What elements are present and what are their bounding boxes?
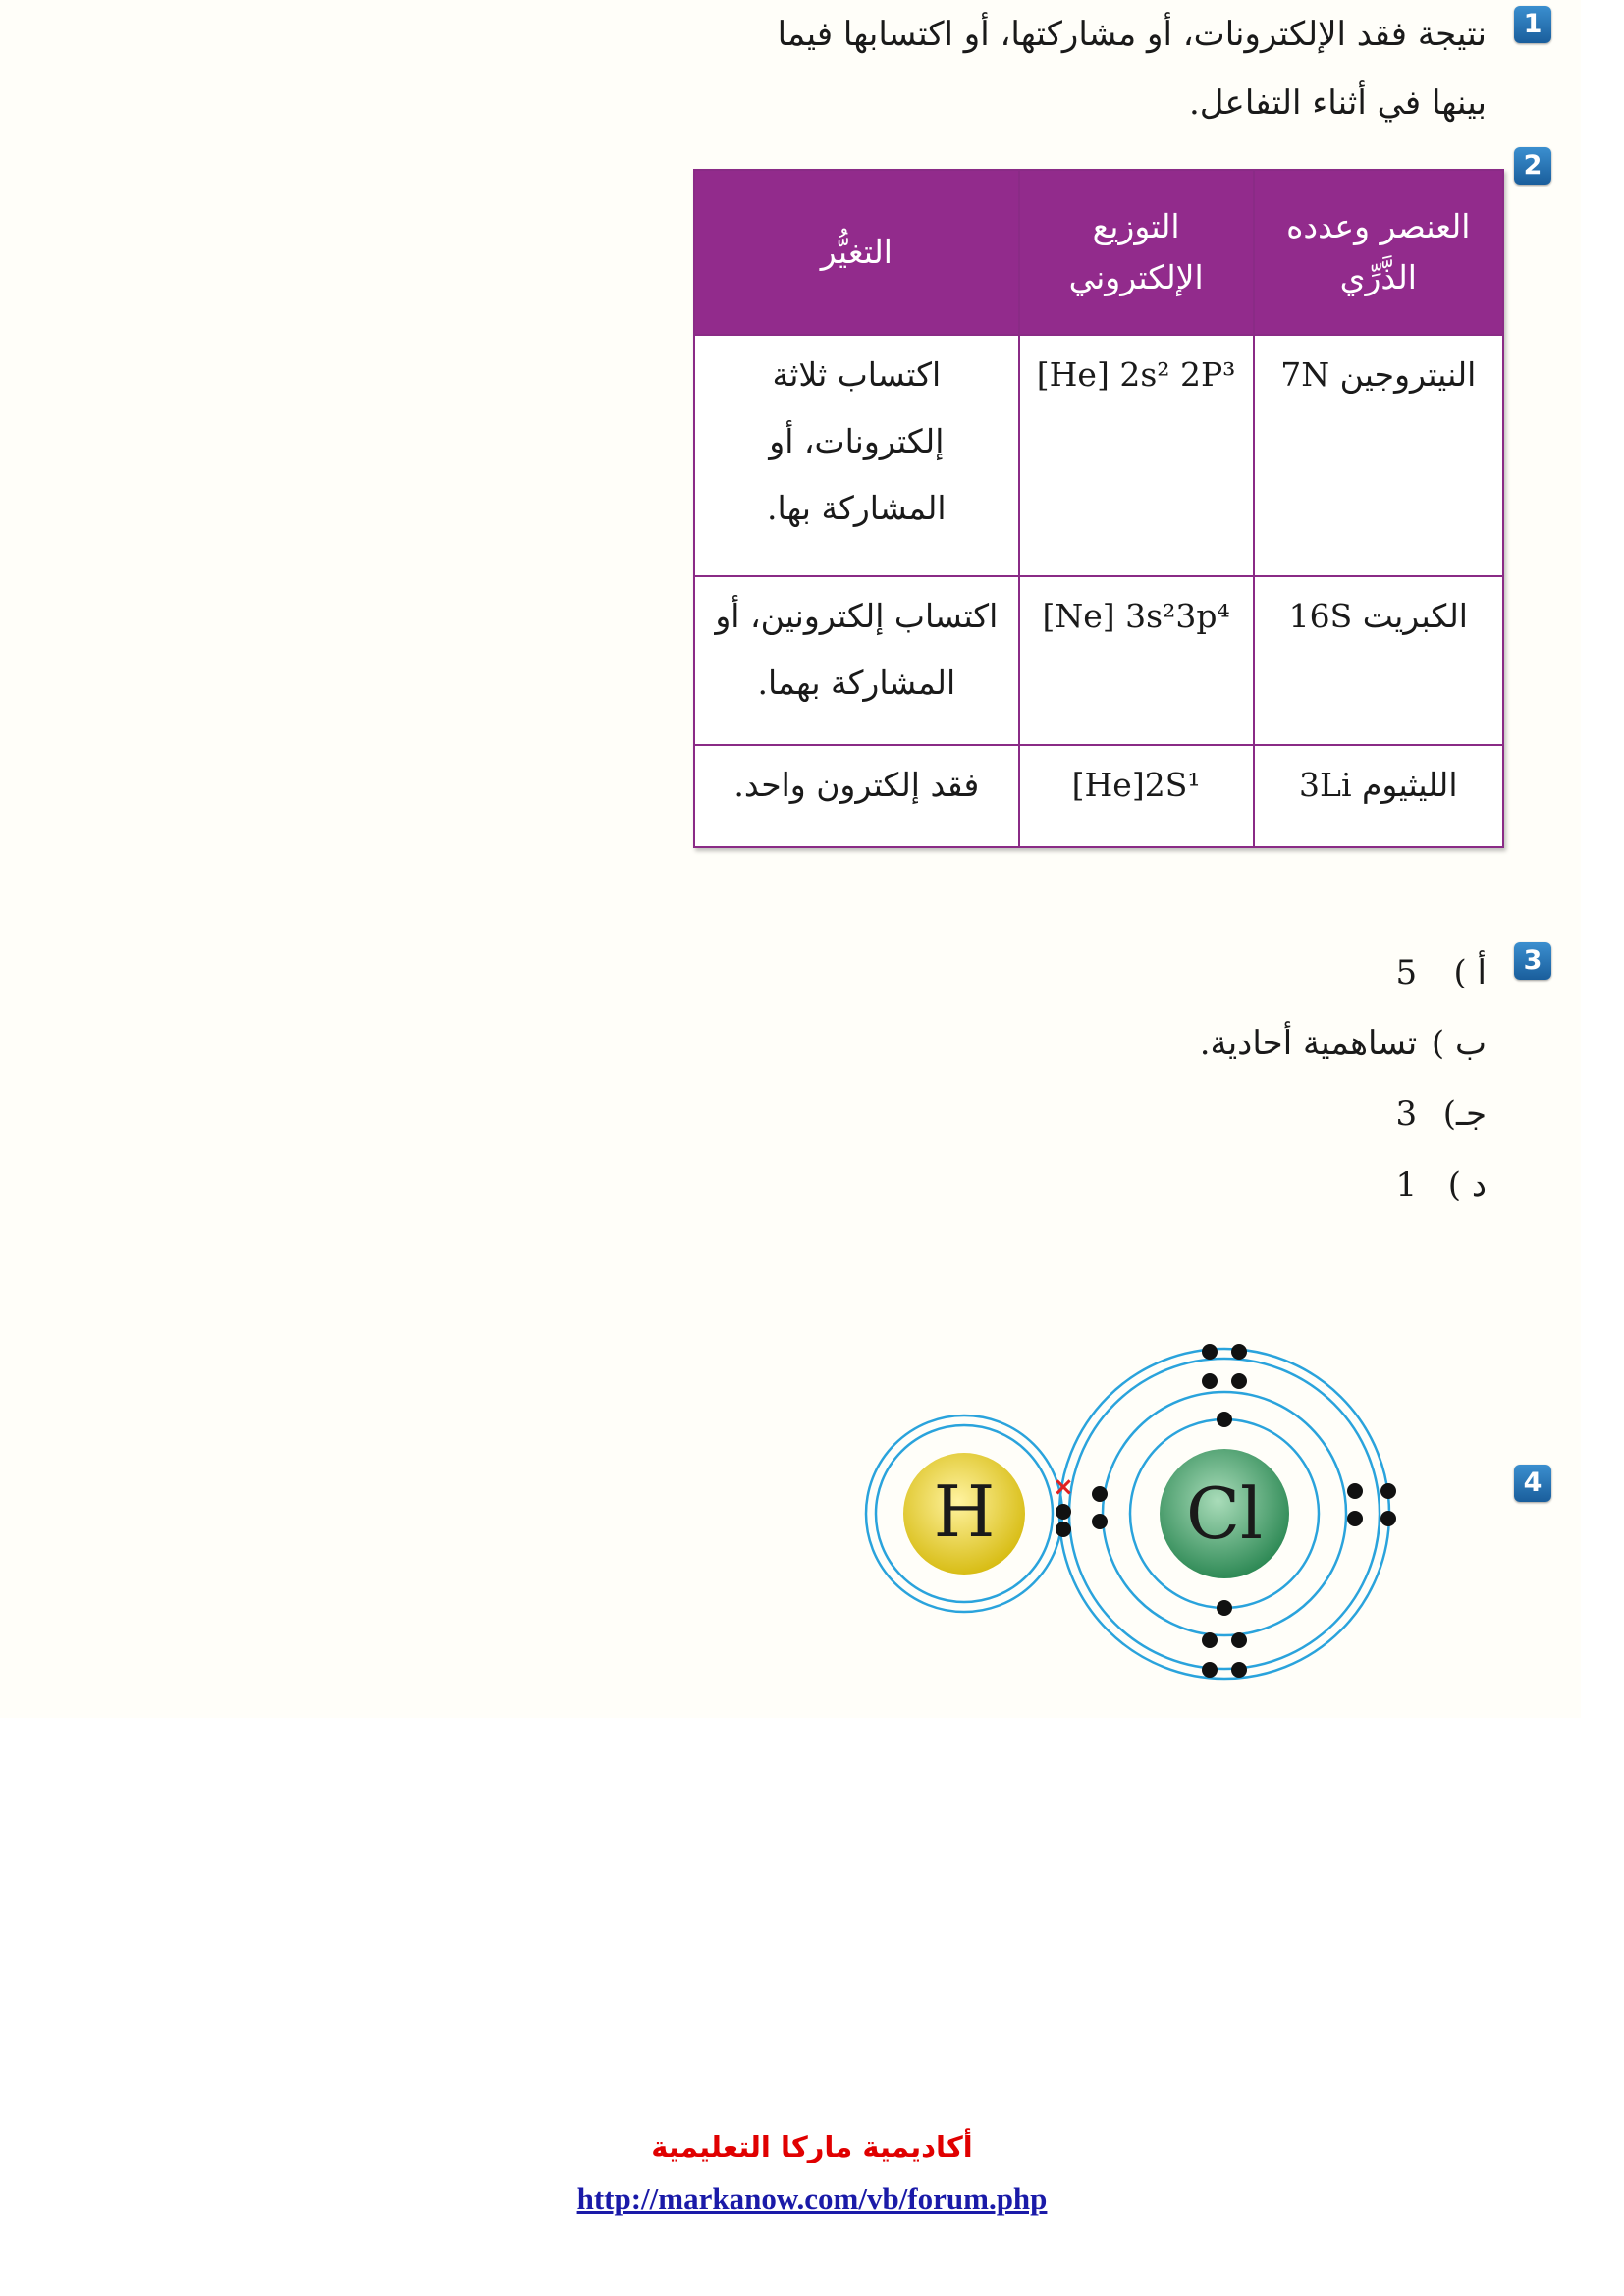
electron (1217, 1412, 1232, 1427)
chlorine-symbol: Cl (1185, 1472, 1264, 1555)
electron (1092, 1486, 1108, 1502)
question-number-2: 2 (1514, 147, 1551, 185)
element-cell (1254, 576, 1503, 745)
item-answer: تساهمية أحادية. (1199, 1024, 1418, 1063)
table-row (694, 576, 1503, 745)
elements-table (693, 169, 1504, 848)
change-cell: فقد إلكترون واحد. (694, 745, 1019, 847)
question-number-1: 1 (1514, 6, 1551, 43)
element-name: النيتروجين (1339, 355, 1477, 394)
question-number-3: 3 (1514, 942, 1551, 980)
electron (1202, 1344, 1218, 1360)
answer-1-line-1: نتيجة فقد الإلكترونات، أو مشاركتها، أو اكتسابها فيما (777, 15, 1487, 54)
header-config: التوزيع الإلكتروني (1019, 170, 1254, 335)
change-cell: اكتساب إلكترونين، أو المشاركة بهما. (694, 576, 1019, 745)
electron (1347, 1511, 1363, 1526)
answer-1 (603, 0, 1487, 137)
list-item (897, 1008, 1487, 1079)
list-item (897, 937, 1487, 1008)
electron (1202, 1373, 1218, 1389)
item-letter: جـ) (1442, 1095, 1487, 1134)
element-name: الكبريت (1362, 597, 1468, 635)
config-cell: [He] 2s² 2P³ (1019, 335, 1254, 576)
table-header-row (694, 170, 1503, 335)
element-symbol: 3Li (1299, 766, 1352, 804)
answer-3-list (897, 937, 1487, 1220)
item-letter: د ) (1447, 1165, 1487, 1204)
electron (1056, 1504, 1071, 1520)
shared-electron-mark: × (1053, 1472, 1074, 1502)
change-cell: اكتساب ثلاثة إلكترونات، أو المشاركة بها. (694, 335, 1019, 576)
config-cell: [He]2S¹ (1019, 745, 1254, 847)
electron (1231, 1632, 1247, 1648)
hydrogen-symbol: H (933, 1470, 996, 1553)
electron (1347, 1483, 1363, 1499)
footer-link[interactable]: http://markanow.com/vb/forum.php (576, 2181, 1048, 2216)
element-cell (1254, 335, 1503, 576)
header-change: التغيُّر (694, 170, 1019, 335)
electron (1092, 1514, 1108, 1529)
electron (1231, 1344, 1247, 1360)
item-answer: 1 (1395, 1165, 1418, 1204)
electron (1231, 1662, 1247, 1678)
electron (1380, 1483, 1396, 1499)
list-item (897, 1079, 1487, 1149)
item-answer: 3 (1395, 1095, 1418, 1134)
header-element: العنصر وعدده الذَّرِّي (1254, 170, 1503, 335)
electron (1056, 1522, 1071, 1537)
config-cell: [Ne] 3s²3p⁴ (1019, 576, 1254, 745)
electron (1380, 1511, 1396, 1526)
list-item (897, 1149, 1487, 1220)
table-row (694, 745, 1503, 847)
element-name: الليثيوم (1362, 766, 1458, 804)
answer-1-line-2: بينها في أثناء التفاعل. (1188, 83, 1487, 123)
footer-title: أكاديمية ماركا التعليمية (651, 2130, 973, 2163)
element-cell (1254, 745, 1503, 847)
table-row (694, 335, 1503, 576)
item-letter: أ ) (1453, 953, 1487, 992)
electron (1217, 1600, 1232, 1616)
electron (1231, 1373, 1247, 1389)
item-letter: ب ) (1431, 1024, 1487, 1063)
electron (1202, 1662, 1218, 1678)
element-symbol: 16S (1288, 597, 1353, 635)
item-answer: 5 (1395, 953, 1418, 992)
electron (1202, 1632, 1218, 1648)
element-symbol: 7N (1280, 355, 1330, 394)
hcl-bond-diagram (854, 1330, 1414, 1693)
question-number-4: 4 (1514, 1465, 1551, 1502)
